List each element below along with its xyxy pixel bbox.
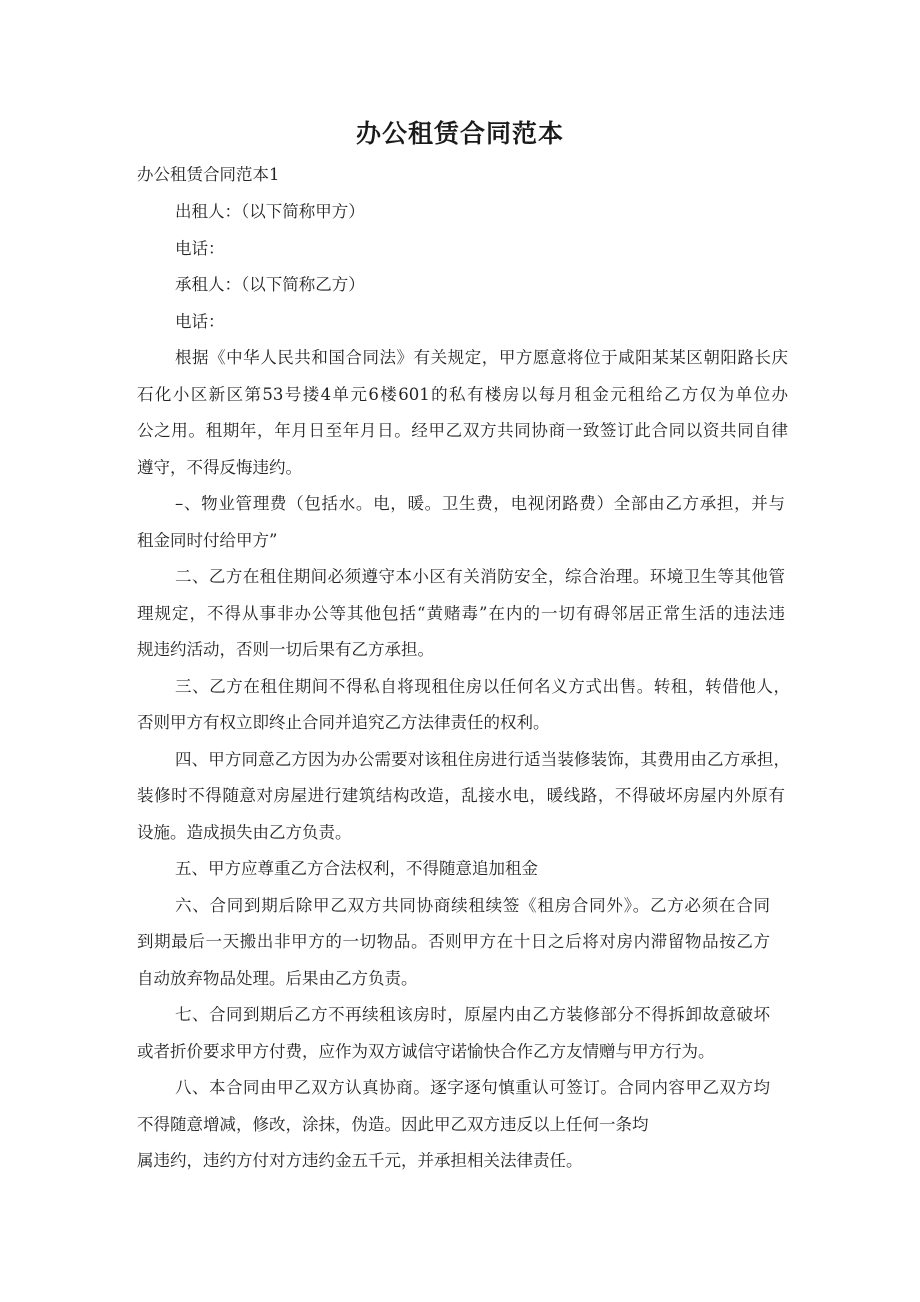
- clause7-line-2: 或者折价要求甲方付费，应作为双方诚信守诺愉快合作乙方友情赠与甲方行为。: [137, 1042, 715, 1061]
- clause3-line-1: 三、乙方在租住期间不得私自将现租住房以任何名义方式出售。转租，转借他人，: [175, 677, 790, 696]
- lessor-phone-line: 电话：: [175, 239, 225, 258]
- clause5-line-1: 五、甲方应尊重乙方合法权利，不得随意追加租金: [175, 859, 538, 878]
- lessee-phone-line: 电话：: [175, 312, 225, 331]
- document-title: 办公租赁合同范本: [355, 119, 564, 148]
- lessee-line: 承租人：（以下简称乙方）: [175, 275, 365, 294]
- intro-line-2: 石化小区新区第53号搂4单元6楼601的私有楼房以每月租金元租给乙方仅为单位办: [137, 385, 788, 404]
- clause3-line-2: 否则甲方有权立即终止合同并追究乙方法律责任的权利。: [137, 713, 550, 732]
- clause4-line-1: 四、甲方同意乙方因为办公需要对该租住房进行适当装修装饰，其费用由乙方承担，: [175, 750, 790, 769]
- clause6-line-1: 六、合同到期后除甲乙双方共同协商续租续签《租房合同外》。乙方必须在合同: [175, 896, 770, 915]
- clause1-line-2: 租金同时付给甲方”: [137, 531, 278, 550]
- clause8-line-2: 不得随意增减，修改，涂抹，伪造。因此甲乙双方违反以上任何一条均: [137, 1115, 649, 1134]
- clause2-line-1: 二、乙方在租住期间必须遵守本小区有关消防安全，综合治理。环境卫生等其他管: [175, 567, 785, 586]
- clause6-line-2: 到期最后一天搬出非甲方的一切物品。否则甲方在十日之后将对房内滞留物品按乙方: [137, 932, 770, 951]
- clause2-line-2: 理规定，不得从事非办公等其他包括“黄赌毒”在内的一切有碍邻居正常生活的违法违: [137, 604, 785, 623]
- clause4-line-3: 设施。造成损失由乙方负责。: [137, 823, 352, 842]
- intro-line-4: 遵守，不得反悔违约。: [137, 458, 302, 477]
- lessor-line: 出租人：（以下简称甲方）: [175, 202, 365, 221]
- clause1-line-1: –、物业管理费（包括水。电，暖。卫生费，电视闭路费）全部由乙方承担，并与: [175, 494, 785, 513]
- clause4-line-2: 装修时不得随意对房屋进行建筑结构改造，乱接水电，暖线路，不得破坏房屋内外原有: [137, 786, 785, 805]
- subtitle: 办公租赁合同范本1: [137, 165, 280, 184]
- clause8-line-1: 八、本合同由甲乙双方认真协商。逐字逐句慎重认可签订。合同内容甲乙双方均: [175, 1078, 770, 1097]
- clause2-line-3: 规违约活动，否则一切后果有乙方承担。: [137, 640, 434, 659]
- intro-line-3: 公之用。租期年，年月日至年月日。经甲乙双方共同协商一致签订此合同以资共同自律: [137, 421, 788, 440]
- clause7-line-1: 七、合同到期后乙方不再续租该房时，原屋内由乙方装修部分不得拆卸故意破坏: [175, 1005, 770, 1024]
- intro-line-1: 根据《中华人民共和国合同法》有关规定，甲方愿意将位于咸阳某某区朝阳路长庆: [175, 348, 788, 367]
- clause8-line-3: 属违约，违约方付对方违约金五千元，并承担相关法律责任。: [137, 1151, 583, 1170]
- clause6-line-3: 自动放弃物品处理。后果由乙方负责。: [137, 969, 418, 988]
